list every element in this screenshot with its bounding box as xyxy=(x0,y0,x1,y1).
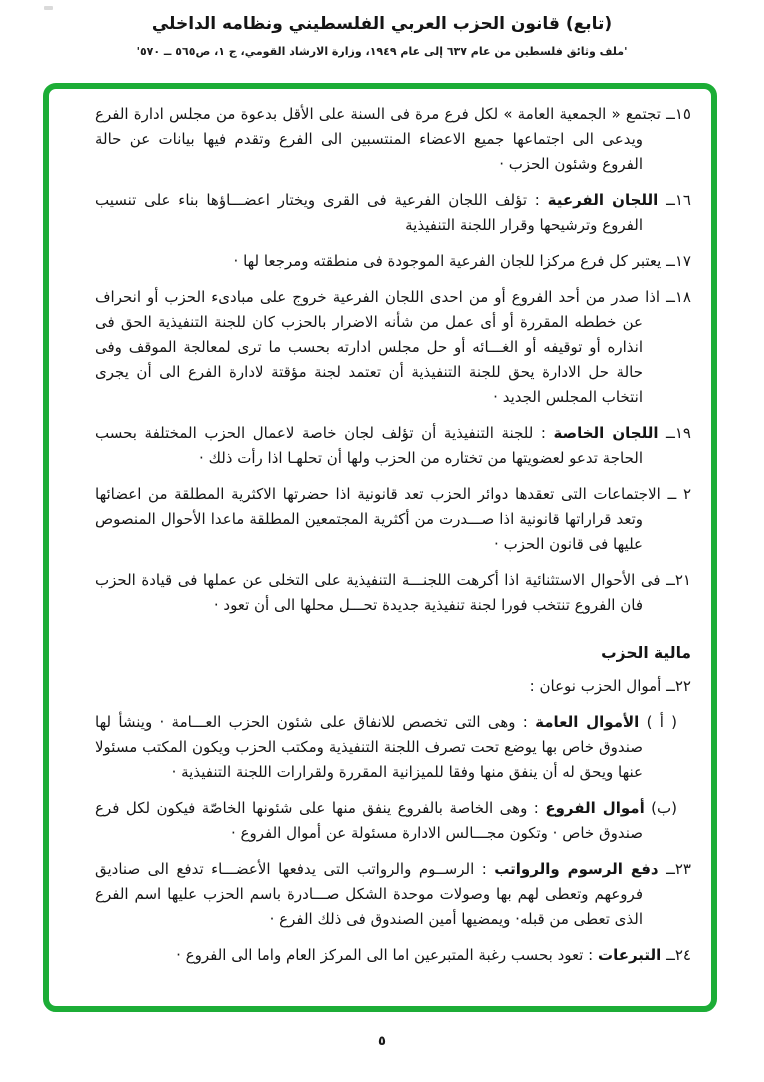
article-number: ٢٤ــ xyxy=(661,946,691,964)
article-label: دفع الرسوم والرواتب xyxy=(494,860,659,878)
article-number: ٢ ــ xyxy=(660,485,691,503)
article-text: : تعود بحسب رغبة المتبرعين اما الى المركز العام واما الى الفروع · xyxy=(176,946,598,964)
article-label: اللجان الفرعية xyxy=(547,191,659,209)
article-number: ١٥ــ xyxy=(660,105,691,123)
article-text: : للجنة التنفيذية أن تؤلف لجان خاصة لاعمال الحزب المختلفة بحسب الحاجة تدعو لعضويتها من تختاره من الحزب ولها أن تحلهـا اذا رأت ذلك · xyxy=(95,424,643,467)
article-text: اذا صدر من أحد الفروع أو من احدى اللجان الفرعية خروج على مبادىء الحزب أو انحراف عن خططه المقررة أو أى عمل من شأنه الاضرار بالحزب كان للجنة التنفيذية الحق فى انذاره أو توقيفه أو الغـــائه أو حل مجلس ادارته بحسب ما ترى لمعالجة الموقف وفى حالة حل الادارة يحق للجنة التنفيذية أن تعتمد لجنة مؤقتة لادارة الفرع الى أن يجرى انتخاب المجلس الجديد · xyxy=(95,288,661,406)
article-text: تجتمع « الجمعية العامة » لكل فرع مرة فى السنة على الأقل بدعوة من مجلس ادارة الفرع ويدعى الى اجتماعها جميع الاعضاء المنتسبين الى الفرع وتقدم فيها بيانات عن حالة الفروع وشئون الحزب · xyxy=(95,105,661,173)
article-21 xyxy=(95,568,691,618)
article-16 xyxy=(95,188,691,238)
article-text: أموال الحزب نوعان : xyxy=(529,677,662,695)
article-label: التبرعات xyxy=(598,946,662,964)
article-number: ١٧ــ xyxy=(661,252,691,270)
article-22 xyxy=(95,674,691,699)
page-number: ٥ xyxy=(378,1034,386,1049)
article-20 xyxy=(95,482,691,557)
sub-item-label: أموال الفروع xyxy=(545,799,645,817)
article-22-sub-a xyxy=(95,710,677,785)
article-number: ١٦ــ xyxy=(658,191,691,209)
article-22-sub-b xyxy=(95,796,677,846)
article-label: اللجان الخاصة xyxy=(553,424,659,442)
article-number: ١٨ــ xyxy=(660,288,691,306)
document-header xyxy=(0,14,764,58)
article-number: ٢١ــ xyxy=(660,571,691,589)
section-heading-party-finance: مالية الحزب xyxy=(601,644,691,662)
sub-item-letter: ( أ ) xyxy=(639,713,677,731)
article-19 xyxy=(95,421,691,471)
article-number: ١٩ــ xyxy=(658,424,691,442)
sub-item-letter: (ب) xyxy=(644,799,678,817)
article-15 xyxy=(95,102,691,177)
article-number: ٢٣ــ xyxy=(658,860,691,878)
sub-item-text: : وهى الخاصة بالفروع ينفق منها على شئونها الخاصّة فيكون لكل فرع صندوق خاص · وتكون مجـــالس الادارة مسئولة عن أموال الفروع · xyxy=(95,799,643,842)
article-text: الاجتماعات التى تعقدها دوائر الحزب تعد قانونية اذا حضرتها الاكثرية المطلقة من اعضائها وتعد قراراتها قانونية اذا صـــدرت من أكثرية المجتمعين المطلقة ماعدا الأحوال المنصوص عليها فى قانون الحزب · xyxy=(95,485,661,553)
scan-artifact xyxy=(44,6,53,10)
sub-item-label: الأموال العامة xyxy=(535,713,640,731)
article-text: : تؤلف اللجان الفرعية فى القرى ويختار اعضـــاؤها بناء على تنسيب الفروع وترشيحها وقرار اللجنة التنفيذية xyxy=(95,191,643,234)
article-24 xyxy=(95,943,691,968)
article-number: ٢٢ــ xyxy=(661,677,691,695)
article-text: : الرســوم والرواتب التى يدفعها الأعضـــاء تدفع الى صناديق فروعهم وتعطى لهم بها وصولات موحدة الشكل صـــادرة باسم الحزب عليها اسم الفرع الذى تعطى من قبله· ويمضيها أمين الصندوق فى ذلك الفرع · xyxy=(95,860,643,928)
article-text: فى الأحوال الاستثنائية اذا أكرهت اللجنـــة التنفيذية على التخلى عن عملها فى قيادة الحزب فان الفروع تنتخب فورا لجنة تنفيذية جديدة تحـــل محلها الى أن تعود · xyxy=(95,571,661,614)
article-text: يعتبر كل فرع مركزا للجان الفرعية الموجودة فى منطقته ومرجعا لها · xyxy=(233,252,662,270)
document-title: (تابع) قانون الحزب العربي الفلسطيني ونظامه الداخلي xyxy=(151,14,613,34)
article-17 xyxy=(95,249,691,274)
article-23 xyxy=(95,857,691,932)
sub-item-text: : وهى التى تخصص للانفاق على شئون الحزب العـــامة · وينشأ لها صندوق خاص بها يوضع تحت تصرف اللجنة التنفيذية ومكتب الحزب ويكون المكتب مسئولا عنها ويحق له أن ينفق منها وفقا للميزانية المقررة ولقرارات اللجنة التنفيذية · xyxy=(95,713,643,781)
document-source-citation: 'ملف وثائق فلسطين من عام ٦٣٧ إلى عام ١٩٤٩، وزارة الارشاد القومي، ج ١، ص٥٦٥ ــ ٥٧٠' xyxy=(136,45,628,58)
article-18 xyxy=(95,285,691,410)
content-border-box xyxy=(43,83,717,1012)
